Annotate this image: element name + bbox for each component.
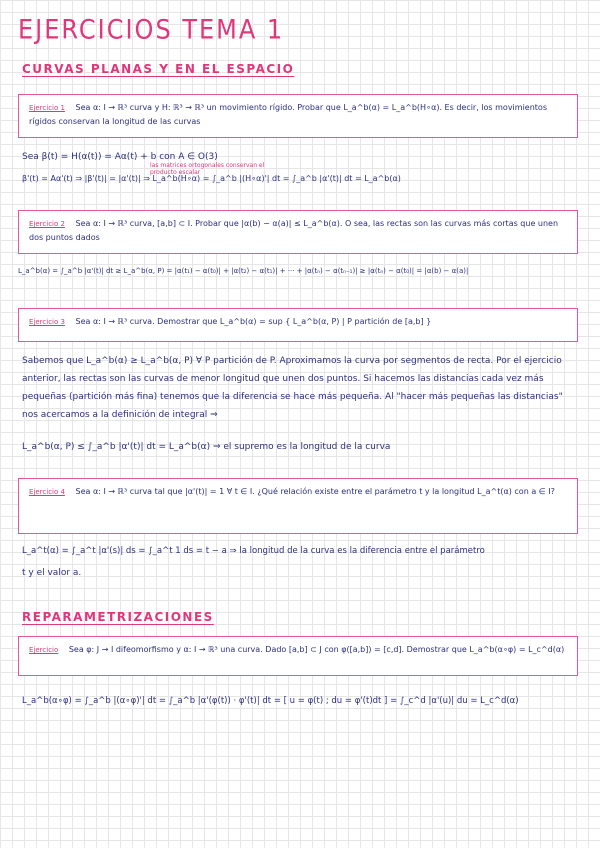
- exercise-5-line-1: L_a^b(α∘φ) = ∫_a^b |(α∘φ)'| dt = ∫_a^b |α'(φ(t)) · φ'(t)| dt = [ u = φ(t) ; du = φ'(t)dt ] = ∫_c^d |α'(u)| du = L_c^d(α): [22, 696, 519, 706]
- exercise-2-box: [18, 210, 578, 254]
- exercise-1-line-1: Sea β(t) = H(α(t)) = Aα(t) + b con A ∈ O(3): [22, 152, 218, 162]
- section-curvas-heading: CURVAS PLANAS Y EN EL ESPACIO: [22, 62, 295, 76]
- exercise-4-line-1: L_a^t(α) = ∫_a^t |α'(s)| ds = ∫_a^t 1 ds = t − a ⇒ la longitud de la curva es la diferencia entre el parámetro: [22, 546, 485, 556]
- exercise-3-paragraph: Sabemos que L_a^b(α) ≥ L_a^b(α, P) ∀ P partición de P. Aproximamos la curva por segmentos de recta. Por el ejercicio anterior, las rectas son las curvas de menor longitud que unen dos puntos. Si hacemos las distancias cada vez más pequeñas (partición más fina) tenemos que la diferencia se hace más pequeña. Al "hacer más pequeñas las distancias" nos acercamos a la definición de integral ⇒: [22, 356, 563, 420]
- exercise-2-line-1: L_a^b(α) = ∫_a^b |α'(t)| dt ≥ L_a^b(α, P) = |α(t₁) − α(t₀)| + |α(t₂) − α(t₁)| + ··· + |α(tₙ) − α(tₙ₋₁)| ≥ |α(tₙ) − α(t₀)| = |α(b) − α(a)|: [18, 267, 469, 275]
- exercise-1-note: las matrices ortogonales conservan el producto escalar: [150, 162, 265, 176]
- page-title: EJERCICIOS TEMA 1: [18, 14, 285, 46]
- exercise-1-statement: Sea α: I → ℝ³ curva y H: ℝ³ → ℝ³ un movimiento rígido. Probar que L_a^b(α) = L_a^b(H∘α). Es decir, los movimientos rígidos conservan la longitud de las curvas: [29, 103, 547, 126]
- exercise-2-statement: Sea α: I → ℝ³ curva, [a,b] ⊂ I. Probar que |α(b) − α(a)| ≤ L_a^b(α). O sea, las rectas son las curvas más cortas que unen dos puntos dados: [29, 219, 559, 242]
- exercise-1-line-2: β'(t) = Aα'(t) ⇒ |β'(t)| = |α'(t)| ⇒ L_a^b(H∘α) = ∫_a^b |(H∘α)'| dt = ∫_a^b |α'(t)| dt = L_a^b(α): [22, 174, 401, 183]
- exercise-3-statement: Sea α: I → ℝ³ curva. Demostrar que L_a^b(α) = sup { L_a^b(α, P) | P partición de [a,b] }: [75, 317, 432, 326]
- exercise-3-label: Ejercicio 3: [29, 318, 65, 326]
- exercise-4-line-2: t y el valor a.: [22, 568, 82, 578]
- exercise-4-statement: Sea α: I → ℝ³ curva tal que |α'(t)| = 1 ∀ t ∈ I. ¿Qué relación existe entre el parámetro t y la longitud L_a^t(α) con a ∈ I?: [75, 487, 555, 496]
- exercise-5-box: [18, 636, 578, 676]
- exercise-2-label: Ejercicio 2: [29, 220, 65, 228]
- exercise-1-label: Ejercicio 1: [29, 104, 65, 112]
- exercise-1-box: [18, 94, 578, 138]
- exercise-5-statement: Sea φ: J → I difeomorfismo y α: I → ℝ³ una curva. Dado [a,b] ⊂ J con φ([a,b]) = [c,d]. Demostrar que L_a^b(α∘φ) = L_c^d(α): [68, 645, 565, 654]
- exercise-4-box: [18, 478, 578, 534]
- exercise-5-label: Ejercicio: [29, 646, 59, 654]
- exercise-4-label: Ejercicio 4: [29, 488, 65, 496]
- section-reparam-heading: REPARAMETRIZACIONES: [22, 610, 214, 624]
- exercise-3-box: [18, 308, 578, 342]
- exercise-3-line-1: L_a^b(α, P) ≤ ∫_a^b |α'(t)| dt = L_a^b(α) ⇒ el supremo es la longitud de la curva: [22, 442, 391, 452]
